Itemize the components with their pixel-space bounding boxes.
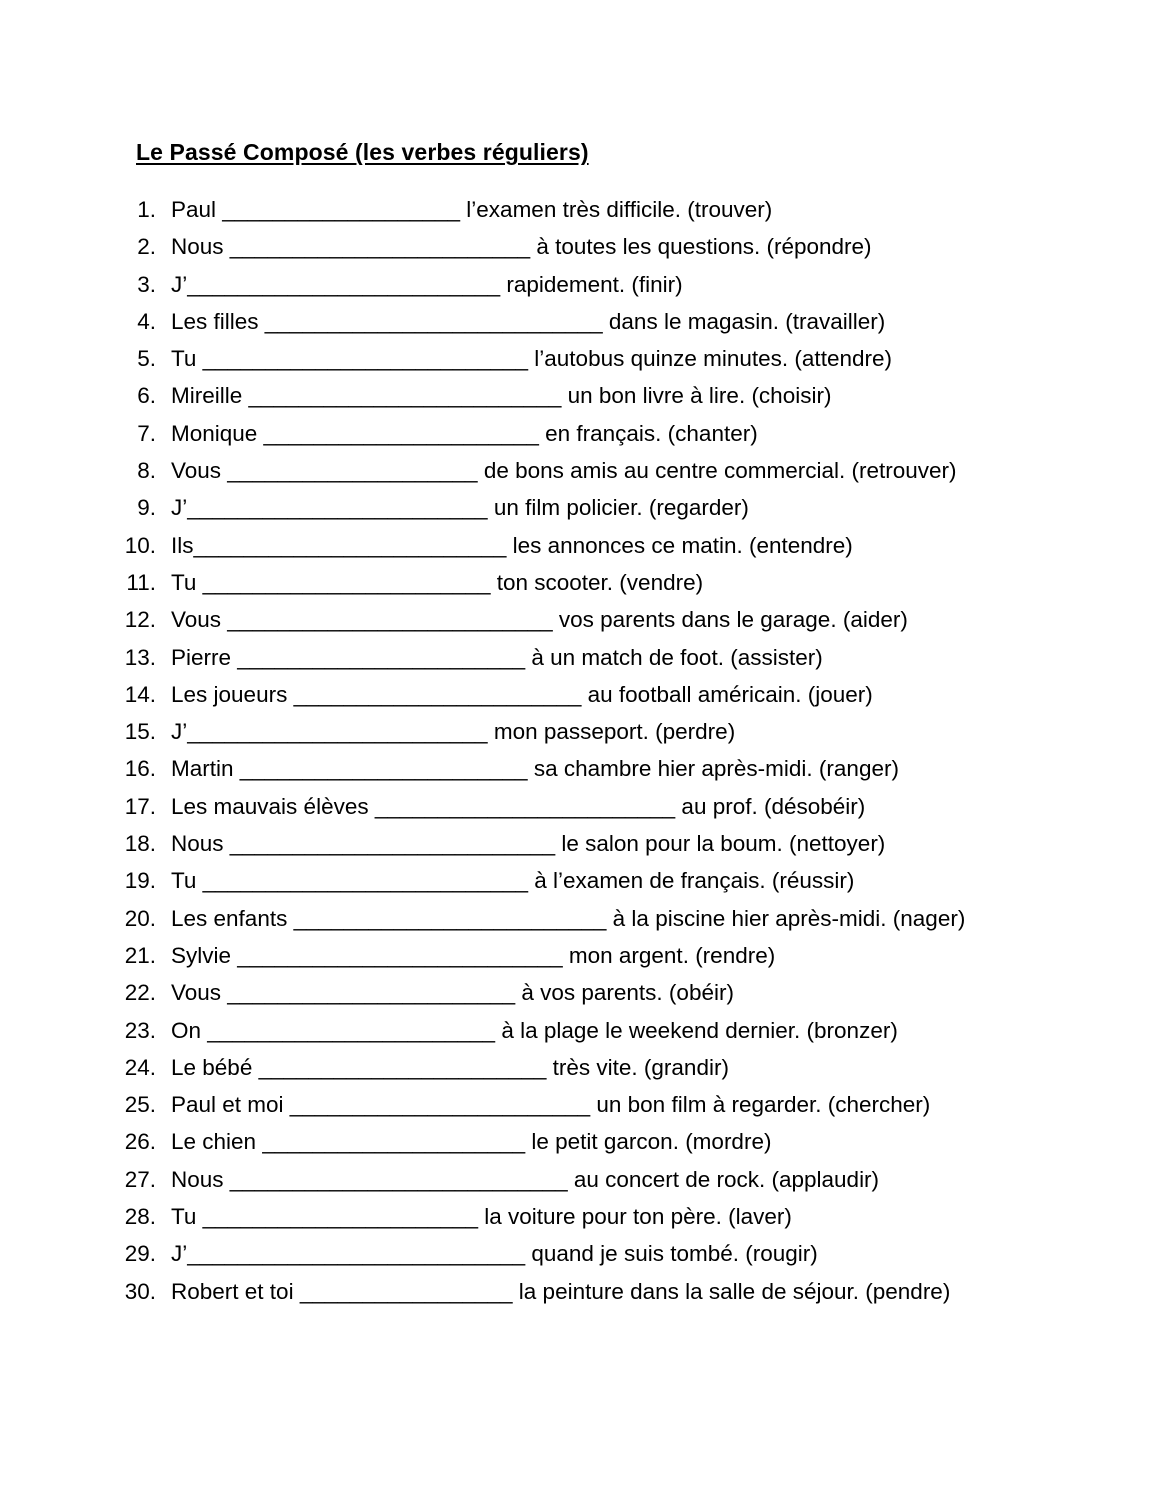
exercise-item-14 (0, 679, 1159, 716)
exercise-item-1 (0, 194, 1159, 231)
item-number: 2. (137, 234, 156, 260)
item-sentence: Nous ___________________________ au concert de rock. (applaudir) (171, 1166, 880, 1192)
item-number: 21. (124, 942, 156, 968)
exercise-item-11 (0, 567, 1159, 604)
item-sentence: Robert et toi _________________ la peinture dans la salle de séjour. (pendre) (171, 1278, 951, 1304)
exercise-item-21 (0, 940, 1159, 977)
item-sentence: Tu __________________________ l’autobus quinze minutes. (attendre) (171, 346, 892, 372)
exercise-item-24 (0, 1052, 1159, 1089)
item-sentence: On _______________________ à la plage le weekend dernier. (bronzer) (171, 1017, 898, 1043)
exercise-item-27 (0, 1164, 1159, 1201)
item-number: 4. (137, 308, 156, 334)
exercise-item-19 (0, 865, 1159, 902)
item-number: 6. (137, 383, 156, 409)
item-sentence: Paul ___________________ l’examen très difficile. (trouver) (171, 197, 773, 222)
item-number: 22. (124, 980, 156, 1006)
item-sentence: J’_________________________ rapidement. (finir) (171, 271, 683, 297)
exercise-item-20 (0, 903, 1159, 940)
exercise-item-26 (0, 1126, 1159, 1163)
item-sentence: Pierre _______________________ à un match de foot. (assister) (171, 644, 823, 670)
item-sentence: Nous ________________________ à toutes les questions. (répondre) (171, 234, 872, 260)
exercise-item-22 (0, 977, 1159, 1014)
item-number: 7. (137, 420, 156, 446)
item-sentence: Vous __________________________ vos parents dans le garage. (aider) (171, 607, 908, 633)
item-number: 18. (124, 831, 156, 857)
exercise-item-18 (0, 828, 1159, 865)
exercise-item-9 (0, 492, 1159, 529)
item-number: 25. (124, 1092, 156, 1118)
item-sentence: J’________________________ un film policier. (regarder) (171, 495, 749, 521)
item-number: 29. (124, 1241, 156, 1267)
item-number: 19. (124, 868, 156, 894)
exercise-item-30 (0, 1276, 1159, 1313)
exercise-item-13 (0, 642, 1159, 679)
item-number: 24. (124, 1054, 156, 1080)
item-sentence: Le bébé _______________________ très vite. (grandir) (171, 1054, 729, 1080)
exercise-item-15 (0, 716, 1159, 753)
item-number: 10. (124, 532, 156, 558)
exercise-item-3 (0, 269, 1159, 306)
item-number: 16. (124, 756, 156, 782)
item-sentence: Vous _______________________ à vos parents. (obéir) (171, 980, 734, 1006)
item-sentence: Paul et moi ________________________ un bon film à regarder. (chercher) (171, 1092, 931, 1118)
item-number: 3. (137, 271, 156, 297)
item-sentence: J’___________________________ quand je suis tombé. (rougir) (171, 1241, 818, 1267)
item-number: 23. (124, 1017, 156, 1043)
item-number: 12. (124, 607, 156, 633)
item-sentence: Tu _______________________ ton scooter. (vendre) (171, 569, 704, 595)
item-number: 14. (124, 681, 156, 707)
item-number: 9. (137, 495, 156, 521)
item-sentence: Sylvie __________________________ mon argent. (rendre) (171, 942, 776, 968)
item-sentence: Ils_________________________ les annonces ce matin. (entendre) (171, 532, 853, 558)
exercise-item-4 (0, 306, 1159, 343)
item-sentence: Les mauvais élèves ________________________ au prof. (désobéir) (171, 793, 866, 819)
item-number: 20. (124, 905, 156, 931)
item-sentence: Les enfants _________________________ à la piscine hier après-midi. (nager) (171, 905, 966, 931)
item-number: 17. (124, 793, 156, 819)
item-sentence: Tu ______________________ la voiture pour ton père. (laver) (171, 1204, 792, 1230)
exercise-list (0, 194, 1159, 1313)
exercise-item-8 (0, 455, 1159, 492)
exercise-item-5 (0, 343, 1159, 380)
worksheet-title: Le Passé Composé (les verbes réguliers) (136, 139, 589, 165)
item-sentence: Le chien _____________________ le petit garcon. (mordre) (171, 1129, 772, 1155)
exercise-item-2 (0, 231, 1159, 268)
item-sentence: Monique ______________________ en français. (chanter) (171, 420, 758, 446)
exercise-item-10 (0, 530, 1159, 567)
exercise-item-23 (0, 1015, 1159, 1052)
exercise-item-16 (0, 753, 1159, 790)
item-number: 8. (137, 458, 156, 484)
exercise-item-17 (0, 791, 1159, 828)
item-number: 5. (137, 346, 156, 372)
exercise-item-7 (0, 418, 1159, 455)
item-number: 30. (124, 1278, 156, 1304)
item-number: 27. (124, 1166, 156, 1192)
exercise-item-25 (0, 1089, 1159, 1126)
item-sentence: Les joueurs _______________________ au football américain. (jouer) (171, 681, 873, 707)
item-number: 15. (124, 719, 156, 745)
item-sentence: Mireille _________________________ un bon livre à lire. (choisir) (171, 383, 832, 409)
exercise-item-6 (0, 380, 1159, 417)
item-sentence: Martin _______________________ sa chambre hier après-midi. (ranger) (171, 756, 899, 782)
item-sentence: Tu __________________________ à l’examen de français. (réussir) (171, 868, 855, 894)
item-number: 28. (124, 1204, 156, 1230)
exercise-item-29 (0, 1238, 1159, 1275)
item-sentence: J’________________________ mon passeport. (perdre) (171, 719, 736, 745)
item-number: 1. (137, 197, 156, 222)
exercise-item-28 (0, 1201, 1159, 1238)
item-number: 11. (126, 569, 156, 595)
item-sentence: Nous __________________________ le salon pour la boum. (nettoyer) (171, 831, 886, 857)
item-number: 26. (124, 1129, 156, 1155)
item-sentence: Les filles ___________________________ dans le magasin. (travailler) (171, 308, 886, 334)
item-sentence: Vous ____________________ de bons amis au centre commercial. (retrouver) (171, 458, 957, 484)
exercise-item-12 (0, 604, 1159, 641)
item-number: 13. (124, 644, 156, 670)
